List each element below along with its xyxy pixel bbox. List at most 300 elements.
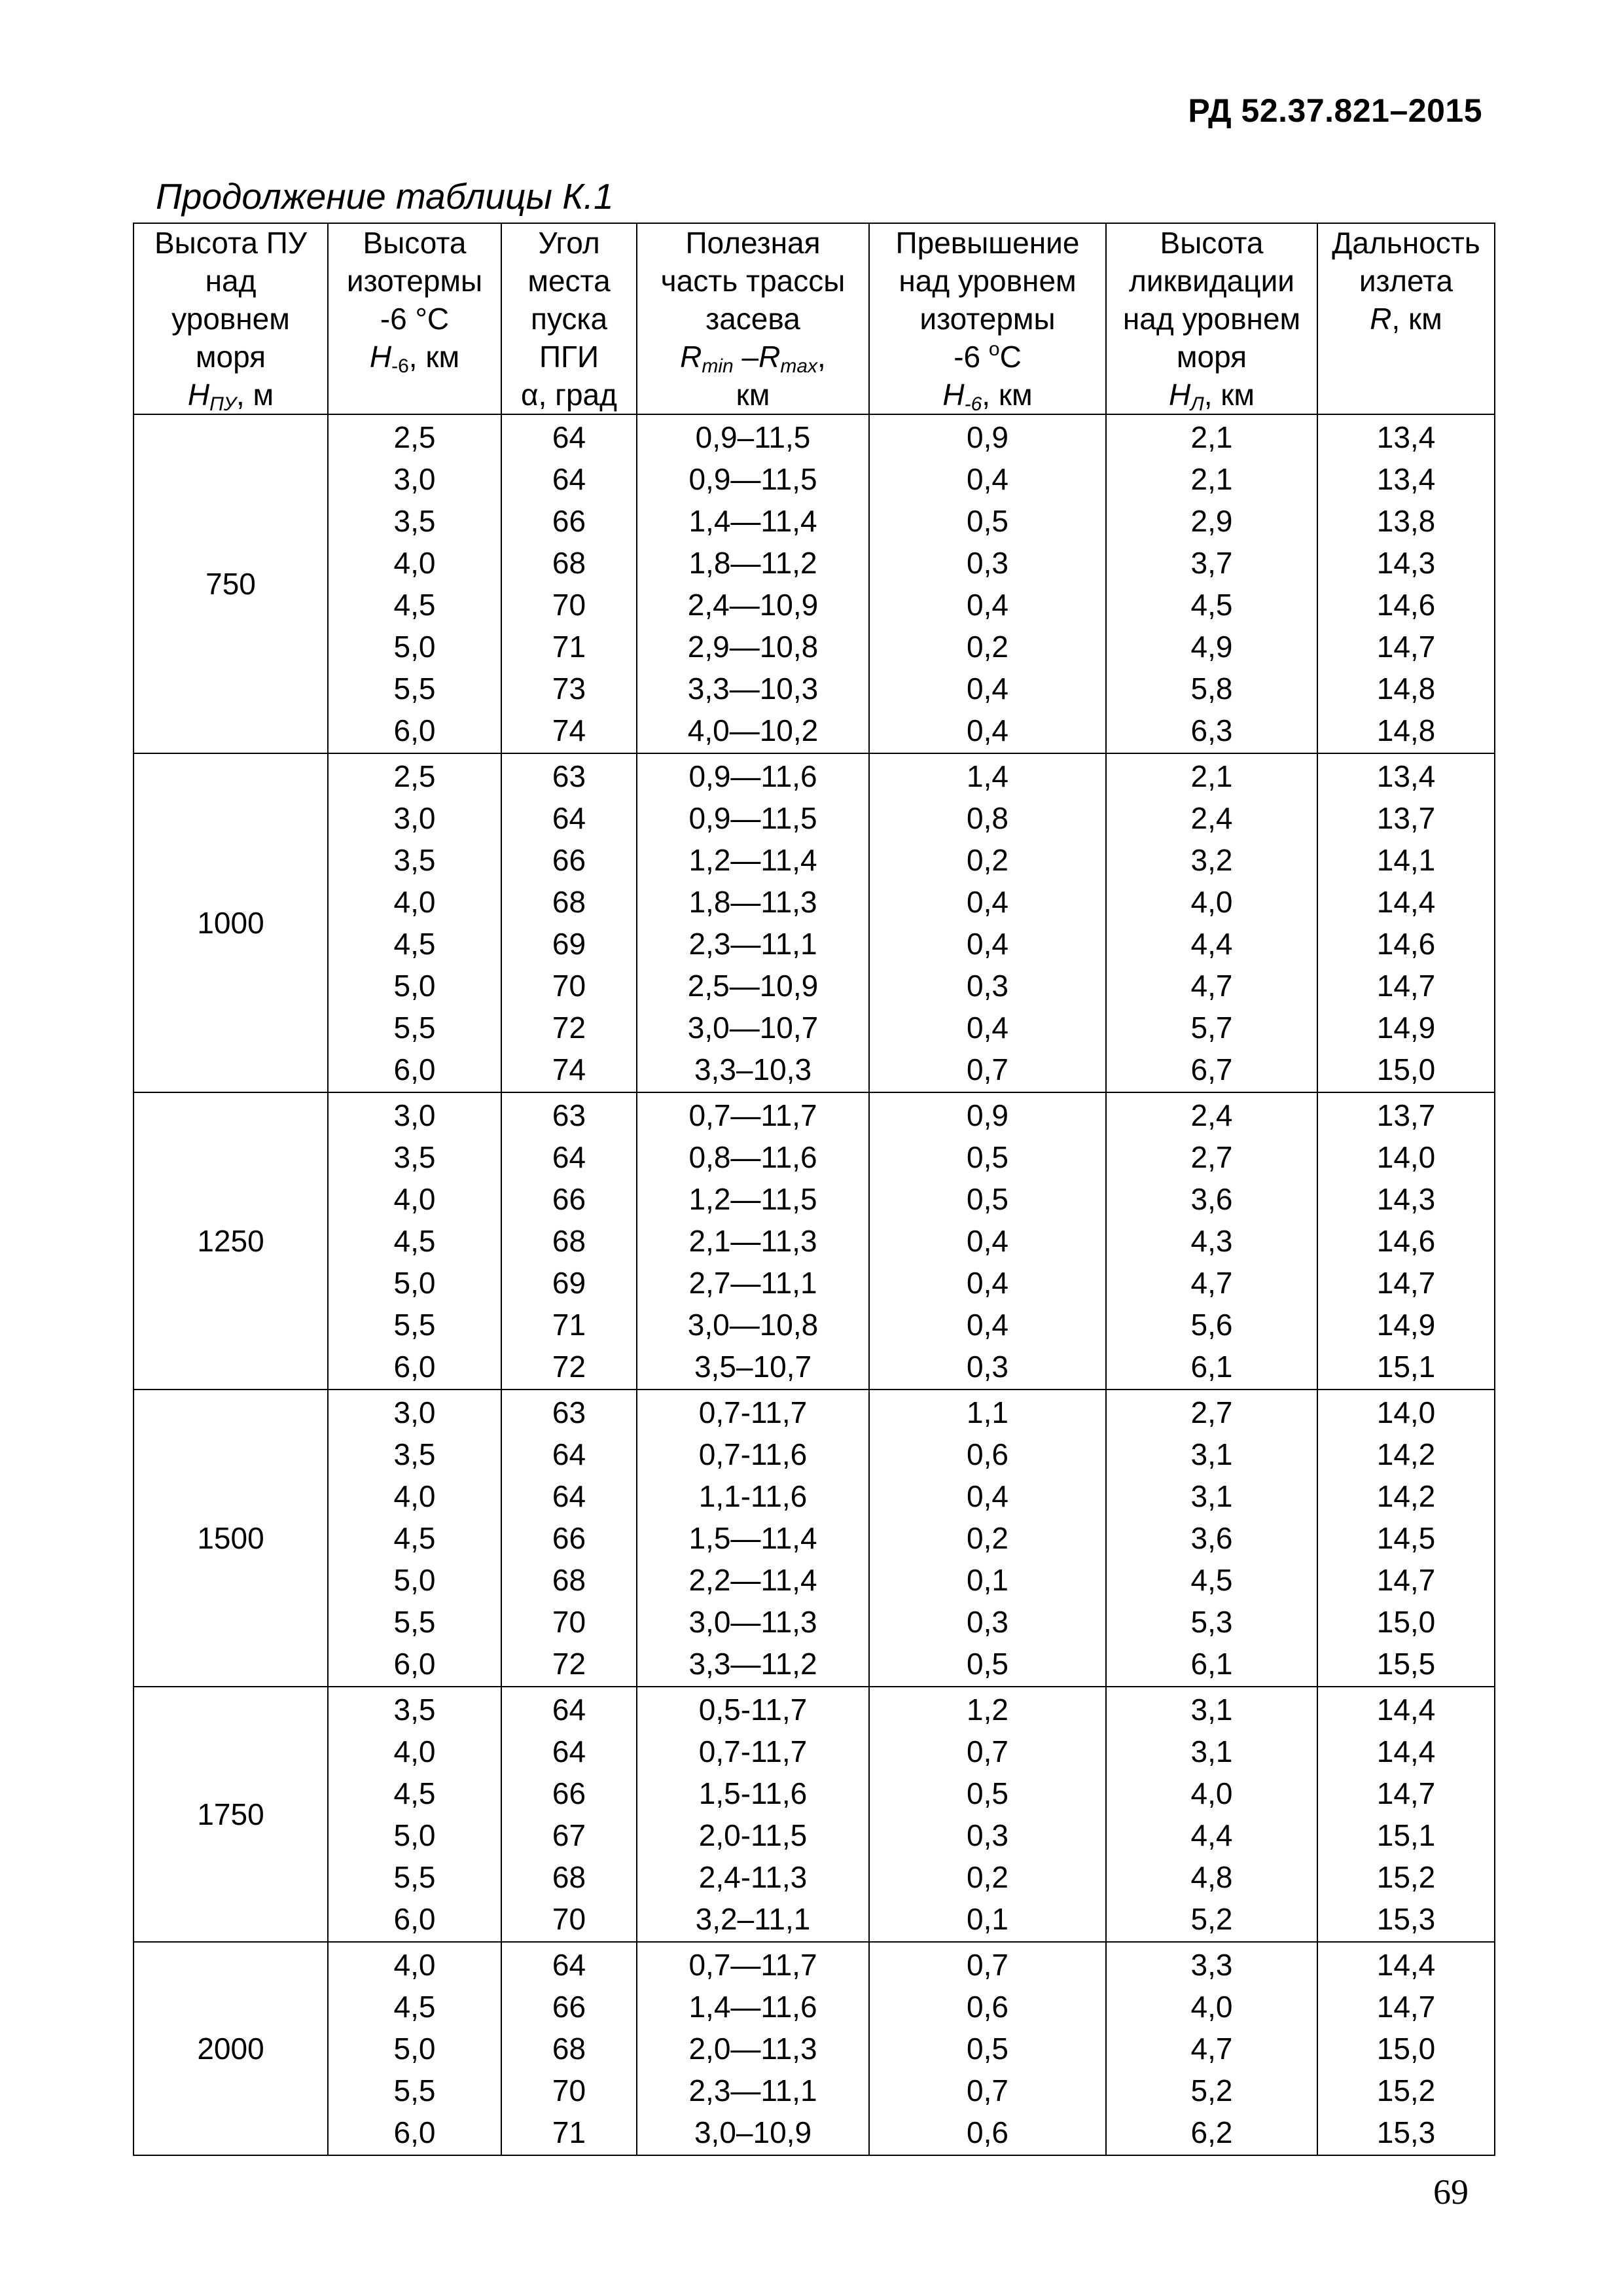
document-code: РД 52.37.821–2015 [1188, 92, 1482, 129]
cell-value: 73 [552, 672, 586, 706]
cell-value: 2,1 [1190, 759, 1233, 793]
excess-cell [869, 753, 1106, 1092]
cell-value: 74 [552, 1052, 586, 1086]
cell-value: 0,7 [967, 1052, 1008, 1086]
cell-value: 66 [552, 1182, 586, 1216]
launch-altitude-cell: 2000 [134, 1942, 328, 2155]
cell-value: 14,1 [1376, 843, 1436, 877]
cell-value: 14,4 [1376, 1948, 1436, 1982]
cell-value: 6,2 [1190, 2115, 1233, 2149]
cell-value: 66 [552, 504, 586, 538]
cell-value: 4,0 [393, 1479, 436, 1513]
launch-altitude-cell: 1250 [134, 1092, 328, 1390]
cell-value: 0,5 [967, 1140, 1008, 1174]
cell-value: 14,0 [1376, 1140, 1436, 1174]
useful-route-cell [637, 1687, 869, 1942]
isotherm-height-cell [328, 753, 501, 1092]
cell-value: 4,5 [393, 588, 436, 622]
cell-value: 14,6 [1376, 927, 1436, 961]
cell-value: 0,4 [967, 1011, 1008, 1045]
cell-value: 3,0 [393, 1098, 436, 1132]
cell-value: 14,2 [1376, 1479, 1436, 1513]
cell-value: 0,3 [967, 969, 1008, 1003]
cell-value: 4,5 [393, 1224, 436, 1258]
cell-value: 6,1 [1190, 1350, 1233, 1384]
useful-route-cell [637, 753, 869, 1092]
isotherm-height-cell [328, 414, 501, 753]
cell-value: 0,7—11,7 [688, 1098, 817, 1132]
cell-value: 14,6 [1376, 1224, 1436, 1258]
cell-value: 2,5 [393, 420, 436, 454]
cell-value: 64 [552, 1948, 586, 1982]
cell-value: 0,4 [967, 1479, 1008, 1513]
cell-value: 4,7 [1190, 1266, 1233, 1300]
cell-value: 0,1 [967, 1563, 1008, 1597]
cell-value: 1,1-11,6 [698, 1479, 808, 1513]
liquidation-height-cell [1106, 753, 1317, 1092]
cell-value: 68 [552, 2032, 586, 2066]
cell-value: 68 [552, 885, 586, 919]
cell-value: 1,4—11,6 [688, 1990, 817, 2024]
cell-value: 0,4 [967, 885, 1008, 919]
cell-value: 64 [552, 1479, 586, 1513]
cell-value: 4,9 [1190, 630, 1233, 664]
cell-value: 13,8 [1376, 504, 1436, 538]
cell-value: 3,2 [1190, 843, 1233, 877]
cell-value: 5,0 [393, 2032, 436, 2066]
cell-value: 70 [552, 1605, 586, 1639]
cell-value: 3,5 [393, 1693, 436, 1727]
isotherm-height-cell [328, 1390, 501, 1687]
cell-value: 67 [552, 1818, 586, 1852]
cell-value: 5,0 [393, 1563, 436, 1597]
cell-value: 3,5 [393, 1140, 436, 1174]
cell-value: 3,1 [1190, 1479, 1233, 1513]
cell-value: 4,5 [1190, 588, 1233, 622]
cell-value: 6,0 [393, 2115, 436, 2149]
cell-value: 0,2 [967, 1521, 1008, 1555]
cell-value: 13,4 [1376, 462, 1436, 496]
header-isotherm-height: Высота изотермы -6 °С $H_{-6}$, км [328, 223, 501, 414]
cell-value: 0,5 [967, 2032, 1008, 2066]
cell-value: 0,9—11,5 [688, 462, 817, 496]
header-useful-route: Полезная часть трассы засева $R_{min}$ $-R_{max}$, км [637, 223, 869, 414]
table-row [134, 1942, 1495, 2155]
cell-value: 15,3 [1376, 1902, 1436, 1936]
cell-value: 0,7 [967, 2073, 1008, 2108]
cell-value: 14,9 [1376, 1011, 1436, 1045]
cell-value: 3,3–10,3 [694, 1052, 812, 1086]
useful-route-cell [637, 1092, 869, 1390]
cell-value: 4,0 [393, 885, 436, 919]
cell-value: 5,8 [1190, 672, 1233, 706]
launch-angle-cell [501, 1942, 637, 2155]
flight-range-cell [1317, 1687, 1495, 1942]
liquidation-height-cell [1106, 1390, 1317, 1687]
cell-value: 3,5–10,7 [694, 1350, 812, 1384]
cell-value: 3,7 [1190, 546, 1233, 580]
launch-altitude-cell: 1000 [134, 753, 328, 1092]
cell-value: 2,4 [1190, 801, 1233, 835]
cell-value: 69 [552, 927, 586, 961]
cell-value: 15,2 [1376, 2073, 1436, 2108]
cell-value: 0,6 [967, 1990, 1008, 2024]
cell-value: 72 [552, 1350, 586, 1384]
launch-altitude-cell: 1500 [134, 1390, 328, 1687]
cell-value: 3,0 [393, 1395, 436, 1429]
cell-value: 3,2–11,1 [695, 1902, 811, 1936]
cell-value: 0,9 [967, 420, 1008, 454]
header-liquidation-height: Высота ликвидации над уровнем моря $H_Л$, км [1106, 223, 1317, 414]
cell-value: 1,4—11,4 [688, 504, 817, 538]
cell-value: 14,5 [1376, 1521, 1436, 1555]
cell-value: 4,5 [393, 1990, 436, 2024]
launch-angle-cell [501, 1092, 637, 1390]
cell-value: 2,0-11,5 [698, 1818, 808, 1852]
cell-value: 3,1 [1190, 1734, 1233, 1768]
cell-value: 4,5 [393, 1776, 436, 1810]
liquidation-height-cell [1106, 414, 1317, 753]
liquidation-height-cell [1106, 1092, 1317, 1390]
table-row [134, 1390, 1495, 1687]
cell-value: 3,1 [1190, 1437, 1233, 1471]
cell-value: 63 [552, 1395, 586, 1429]
cell-value: 5,3 [1190, 1605, 1233, 1639]
cell-value: 0,2 [967, 630, 1008, 664]
cell-value: 0,7-11,7 [698, 1734, 808, 1768]
cell-value: 4,0 [1190, 885, 1233, 919]
cell-value: 13,4 [1376, 420, 1436, 454]
cell-value: 2,2—11,4 [688, 1563, 817, 1597]
cell-value: 2,5—10,9 [687, 969, 819, 1003]
launch-altitude-cell: 750 [134, 414, 328, 753]
cell-value: 0,5 [967, 1647, 1008, 1681]
cell-value: 6,0 [393, 1647, 436, 1681]
table-body [134, 414, 1495, 2155]
cell-value: 2,7—11,1 [688, 1266, 817, 1300]
cell-value: 0,6 [967, 1437, 1008, 1471]
cell-value: 13,4 [1376, 759, 1436, 793]
cell-value: 0,3 [967, 1605, 1008, 1639]
cell-value: 5,5 [393, 1011, 436, 1045]
cell-value: 0,3 [967, 1818, 1008, 1852]
cell-value: 3,0—10,8 [687, 1308, 819, 1342]
cell-value: 13,7 [1376, 801, 1436, 835]
isotherm-height-cell [328, 1687, 501, 1942]
cell-value: 2,1—11,3 [688, 1224, 817, 1258]
cell-value: 2,1 [1190, 462, 1233, 496]
header-launch-angle: Угол места пуска ПГИ α, град [501, 223, 637, 414]
header-launch-altitude: Высота ПУ над уровнем моря $H_{ПУ}$, м [134, 223, 328, 414]
cell-value: 14,8 [1376, 713, 1436, 747]
cell-value: 64 [552, 1437, 586, 1471]
cell-value: 4,0 [1190, 1990, 1233, 2024]
cell-value: 0,7—11,7 [688, 1948, 817, 1982]
cell-value: 2,7 [1190, 1140, 1233, 1174]
cell-value: 14,0 [1376, 1395, 1436, 1429]
cell-value: 0,7-11,6 [698, 1437, 808, 1471]
table-row [134, 414, 1495, 753]
cell-value: 14,4 [1376, 885, 1436, 919]
cell-value: 3,0 [393, 462, 436, 496]
cell-value: 2,7 [1190, 1395, 1233, 1429]
cell-value: 70 [552, 969, 586, 1003]
cell-value: 14,4 [1376, 1693, 1436, 1727]
cell-value: 0,5 [967, 1776, 1008, 1810]
cell-value: 72 [552, 1011, 586, 1045]
cell-value: 64 [552, 1693, 586, 1727]
isotherm-height-cell [328, 1092, 501, 1390]
header-excess: Превышение над уровнем изотермы -6 $^о$С $H_{-6}$, км [869, 223, 1106, 414]
cell-value: 5,2 [1190, 2073, 1233, 2108]
cell-value: 6,0 [393, 1052, 436, 1086]
cell-value: 3,0—10,7 [687, 1011, 819, 1045]
cell-value: 5,5 [393, 1860, 436, 1894]
cell-value: 1,2—11,4 [688, 843, 817, 877]
cell-value: 5,5 [393, 2073, 436, 2108]
excess-cell [869, 1092, 1106, 1390]
launch-altitude-cell: 1750 [134, 1687, 328, 1942]
cell-value: 0,8 [967, 801, 1008, 835]
cell-value: 14,8 [1376, 672, 1436, 706]
cell-value: 14,3 [1376, 546, 1436, 580]
cell-value: 66 [552, 1521, 586, 1555]
cell-value: 0,4 [967, 672, 1008, 706]
cell-value: 0,7 [967, 1948, 1008, 1982]
cell-value: 14,4 [1376, 1734, 1436, 1768]
cell-value: 64 [552, 1140, 586, 1174]
cell-value: 5,6 [1190, 1308, 1233, 1342]
cell-value: 5,0 [393, 1266, 436, 1300]
cell-value: 15,0 [1376, 1052, 1436, 1086]
cell-value: 6,7 [1190, 1052, 1233, 1086]
cell-value: 15,3 [1376, 2115, 1436, 2149]
cell-value: 0,3 [967, 546, 1008, 580]
cell-value: 0,7-11,7 [698, 1395, 808, 1429]
cell-value: 14,9 [1376, 1308, 1436, 1342]
cell-value: 2,5 [393, 759, 436, 793]
cell-value: 4,0—10,2 [687, 713, 819, 747]
cell-value: 0,5-11,7 [698, 1693, 808, 1727]
cell-value: 6,0 [393, 713, 436, 747]
table-caption: Продолжение таблицы К.1 [156, 176, 614, 217]
cell-value: 71 [552, 1308, 586, 1342]
cell-value: 3,5 [393, 843, 436, 877]
flight-range-cell [1317, 753, 1495, 1092]
cell-value: 14,7 [1376, 1266, 1436, 1300]
cell-value: 1,8—11,2 [688, 546, 817, 580]
cell-value: 68 [552, 546, 586, 580]
cell-value: 63 [552, 1098, 586, 1132]
cell-value: 0,7 [967, 1734, 1008, 1768]
header-row [134, 223, 1495, 414]
cell-value: 5,5 [393, 672, 436, 706]
cell-value: 6,0 [393, 1902, 436, 1936]
cell-value: 2,4-11,3 [698, 1860, 808, 1894]
cell-value: 1,5—11,4 [688, 1521, 817, 1555]
cell-value: 64 [552, 420, 586, 454]
cell-value: 0,3 [967, 1350, 1008, 1384]
cell-value: 5,0 [393, 1818, 436, 1852]
cell-value: 0,6 [967, 2115, 1008, 2149]
cell-value: 15,0 [1376, 1605, 1436, 1639]
launch-angle-cell [501, 414, 637, 753]
table-row [134, 1687, 1495, 1942]
cell-value: 2,9 [1190, 504, 1233, 538]
cell-value: 14,3 [1376, 1182, 1436, 1216]
cell-value: 1,5-11,6 [698, 1776, 808, 1810]
cell-value: 66 [552, 843, 586, 877]
cell-value: 74 [552, 713, 586, 747]
cell-value: 68 [552, 1860, 586, 1894]
cell-value: 1,4 [967, 759, 1008, 793]
cell-value: 4,0 [393, 1948, 436, 1982]
cell-value: 3,6 [1190, 1521, 1233, 1555]
cell-value: 4,0 [1190, 1776, 1233, 1810]
cell-value: 6,0 [393, 1350, 436, 1384]
cell-value: 15,2 [1376, 1860, 1436, 1894]
excess-cell [869, 1942, 1106, 2155]
cell-value: 14,7 [1376, 1990, 1436, 2024]
cell-value: 5,2 [1190, 1902, 1233, 1936]
cell-value: 1,1 [967, 1395, 1008, 1429]
cell-value: 4,5 [393, 1521, 436, 1555]
cell-value: 5,5 [393, 1605, 436, 1639]
cell-value: 66 [552, 1776, 586, 1810]
cell-value: 0,8—11,6 [688, 1140, 817, 1174]
cell-value: 3,3 [1190, 1948, 1233, 1982]
cell-value: 5,0 [393, 969, 436, 1003]
cell-value: 14,7 [1376, 1776, 1436, 1810]
cell-value: 0,4 [967, 1266, 1008, 1300]
cell-value: 3,6 [1190, 1182, 1233, 1216]
cell-value: 70 [552, 1902, 586, 1936]
cell-value: 14,7 [1376, 969, 1436, 1003]
cell-value: 14,7 [1376, 1563, 1436, 1597]
excess-cell [869, 1390, 1106, 1687]
cell-value: 1,8—11,3 [688, 885, 817, 919]
cell-value: 4,5 [1190, 1563, 1233, 1597]
cell-value: 15,1 [1376, 1350, 1436, 1384]
cell-value: 0,4 [967, 1308, 1008, 1342]
cell-value: 13,7 [1376, 1098, 1436, 1132]
cell-value: 64 [552, 1734, 586, 1768]
cell-value: 14,6 [1376, 588, 1436, 622]
cell-value: 0,4 [967, 1224, 1008, 1258]
cell-value: 70 [552, 588, 586, 622]
cell-value: 0,1 [967, 1902, 1008, 1936]
cell-value: 4,5 [393, 927, 436, 961]
cell-value: 2,0—11,3 [688, 2032, 817, 2066]
cell-value: 14,7 [1376, 630, 1436, 664]
cell-value: 71 [552, 2115, 586, 2149]
cell-value: 4,0 [393, 1734, 436, 1768]
cell-value: 3,0 [393, 801, 436, 835]
cell-value: 0,9 [967, 1098, 1008, 1132]
cell-value: 15,5 [1376, 1647, 1436, 1681]
cell-value: 4,7 [1190, 2032, 1233, 2066]
cell-value: 2,3—11,1 [688, 2073, 817, 2108]
cell-value: 14,2 [1376, 1437, 1436, 1471]
cell-value: 71 [552, 630, 586, 664]
cell-value: 1,2—11,5 [688, 1182, 817, 1216]
cell-value: 4,0 [393, 1182, 436, 1216]
cell-value: 3,0—11,3 [688, 1605, 817, 1639]
table-row [134, 1092, 1495, 1390]
data-table [133, 223, 1495, 2156]
cell-value: 69 [552, 1266, 586, 1300]
launch-angle-cell [501, 1687, 637, 1942]
cell-value: 70 [552, 2073, 586, 2108]
cell-value: 3,0–10,9 [694, 2115, 812, 2149]
cell-value: 0,2 [967, 1860, 1008, 1894]
cell-value: 4,0 [393, 546, 436, 580]
cell-value: 4,7 [1190, 969, 1233, 1003]
page-number: 69 [1433, 2172, 1469, 2212]
isotherm-height-cell [328, 1942, 501, 2155]
cell-value: 3,5 [393, 504, 436, 538]
flight-range-cell [1317, 1390, 1495, 1687]
cell-value: 4,8 [1190, 1860, 1233, 1894]
useful-route-cell [637, 1942, 869, 2155]
cell-value: 0,4 [967, 462, 1008, 496]
cell-value: 0,5 [967, 504, 1008, 538]
cell-value: 5,5 [393, 1308, 436, 1342]
cell-value: 0,9—11,5 [688, 801, 817, 835]
cell-value: 2,3—11,1 [688, 927, 817, 961]
useful-route-cell [637, 1390, 869, 1687]
table-row [134, 753, 1495, 1092]
cell-value: 63 [552, 759, 586, 793]
flight-range-cell [1317, 414, 1495, 753]
header-flight-range: Дальность излета R, км [1317, 223, 1495, 414]
cell-value: 2,1 [1190, 420, 1233, 454]
cell-value: 4,4 [1190, 927, 1233, 961]
cell-value: 68 [552, 1563, 586, 1597]
cell-value: 0,2 [967, 843, 1008, 877]
cell-value: 2,4—10,9 [687, 588, 819, 622]
cell-value: 3,3—11,2 [688, 1647, 817, 1681]
cell-value: 72 [552, 1647, 586, 1681]
table-container [133, 223, 1494, 2156]
cell-value: 5,0 [393, 630, 436, 664]
cell-value: 0,9—11,6 [688, 759, 817, 793]
cell-value: 1,2 [967, 1693, 1008, 1727]
flight-range-cell [1317, 1942, 1495, 2155]
cell-value: 2,9—10,8 [687, 630, 819, 664]
cell-value: 15,1 [1376, 1818, 1436, 1852]
cell-value: 4,3 [1190, 1224, 1233, 1258]
cell-value: 0,4 [967, 713, 1008, 747]
cell-value: 2,4 [1190, 1098, 1233, 1132]
cell-value: 6,1 [1190, 1647, 1233, 1681]
launch-angle-cell [501, 753, 637, 1092]
launch-angle-cell [501, 1390, 637, 1687]
liquidation-height-cell [1106, 1942, 1317, 2155]
excess-cell [869, 414, 1106, 753]
cell-value: 4,4 [1190, 1818, 1233, 1852]
excess-cell [869, 1687, 1106, 1942]
cell-value: 0,9–11,5 [695, 420, 811, 454]
cell-value: 0,5 [967, 1182, 1008, 1216]
cell-value: 3,5 [393, 1437, 436, 1471]
cell-value: 5,7 [1190, 1011, 1233, 1045]
liquidation-height-cell [1106, 1687, 1317, 1942]
useful-route-cell [637, 414, 869, 753]
cell-value: 3,3—10,3 [687, 672, 819, 706]
cell-value: 64 [552, 462, 586, 496]
cell-value: 0,4 [967, 927, 1008, 961]
